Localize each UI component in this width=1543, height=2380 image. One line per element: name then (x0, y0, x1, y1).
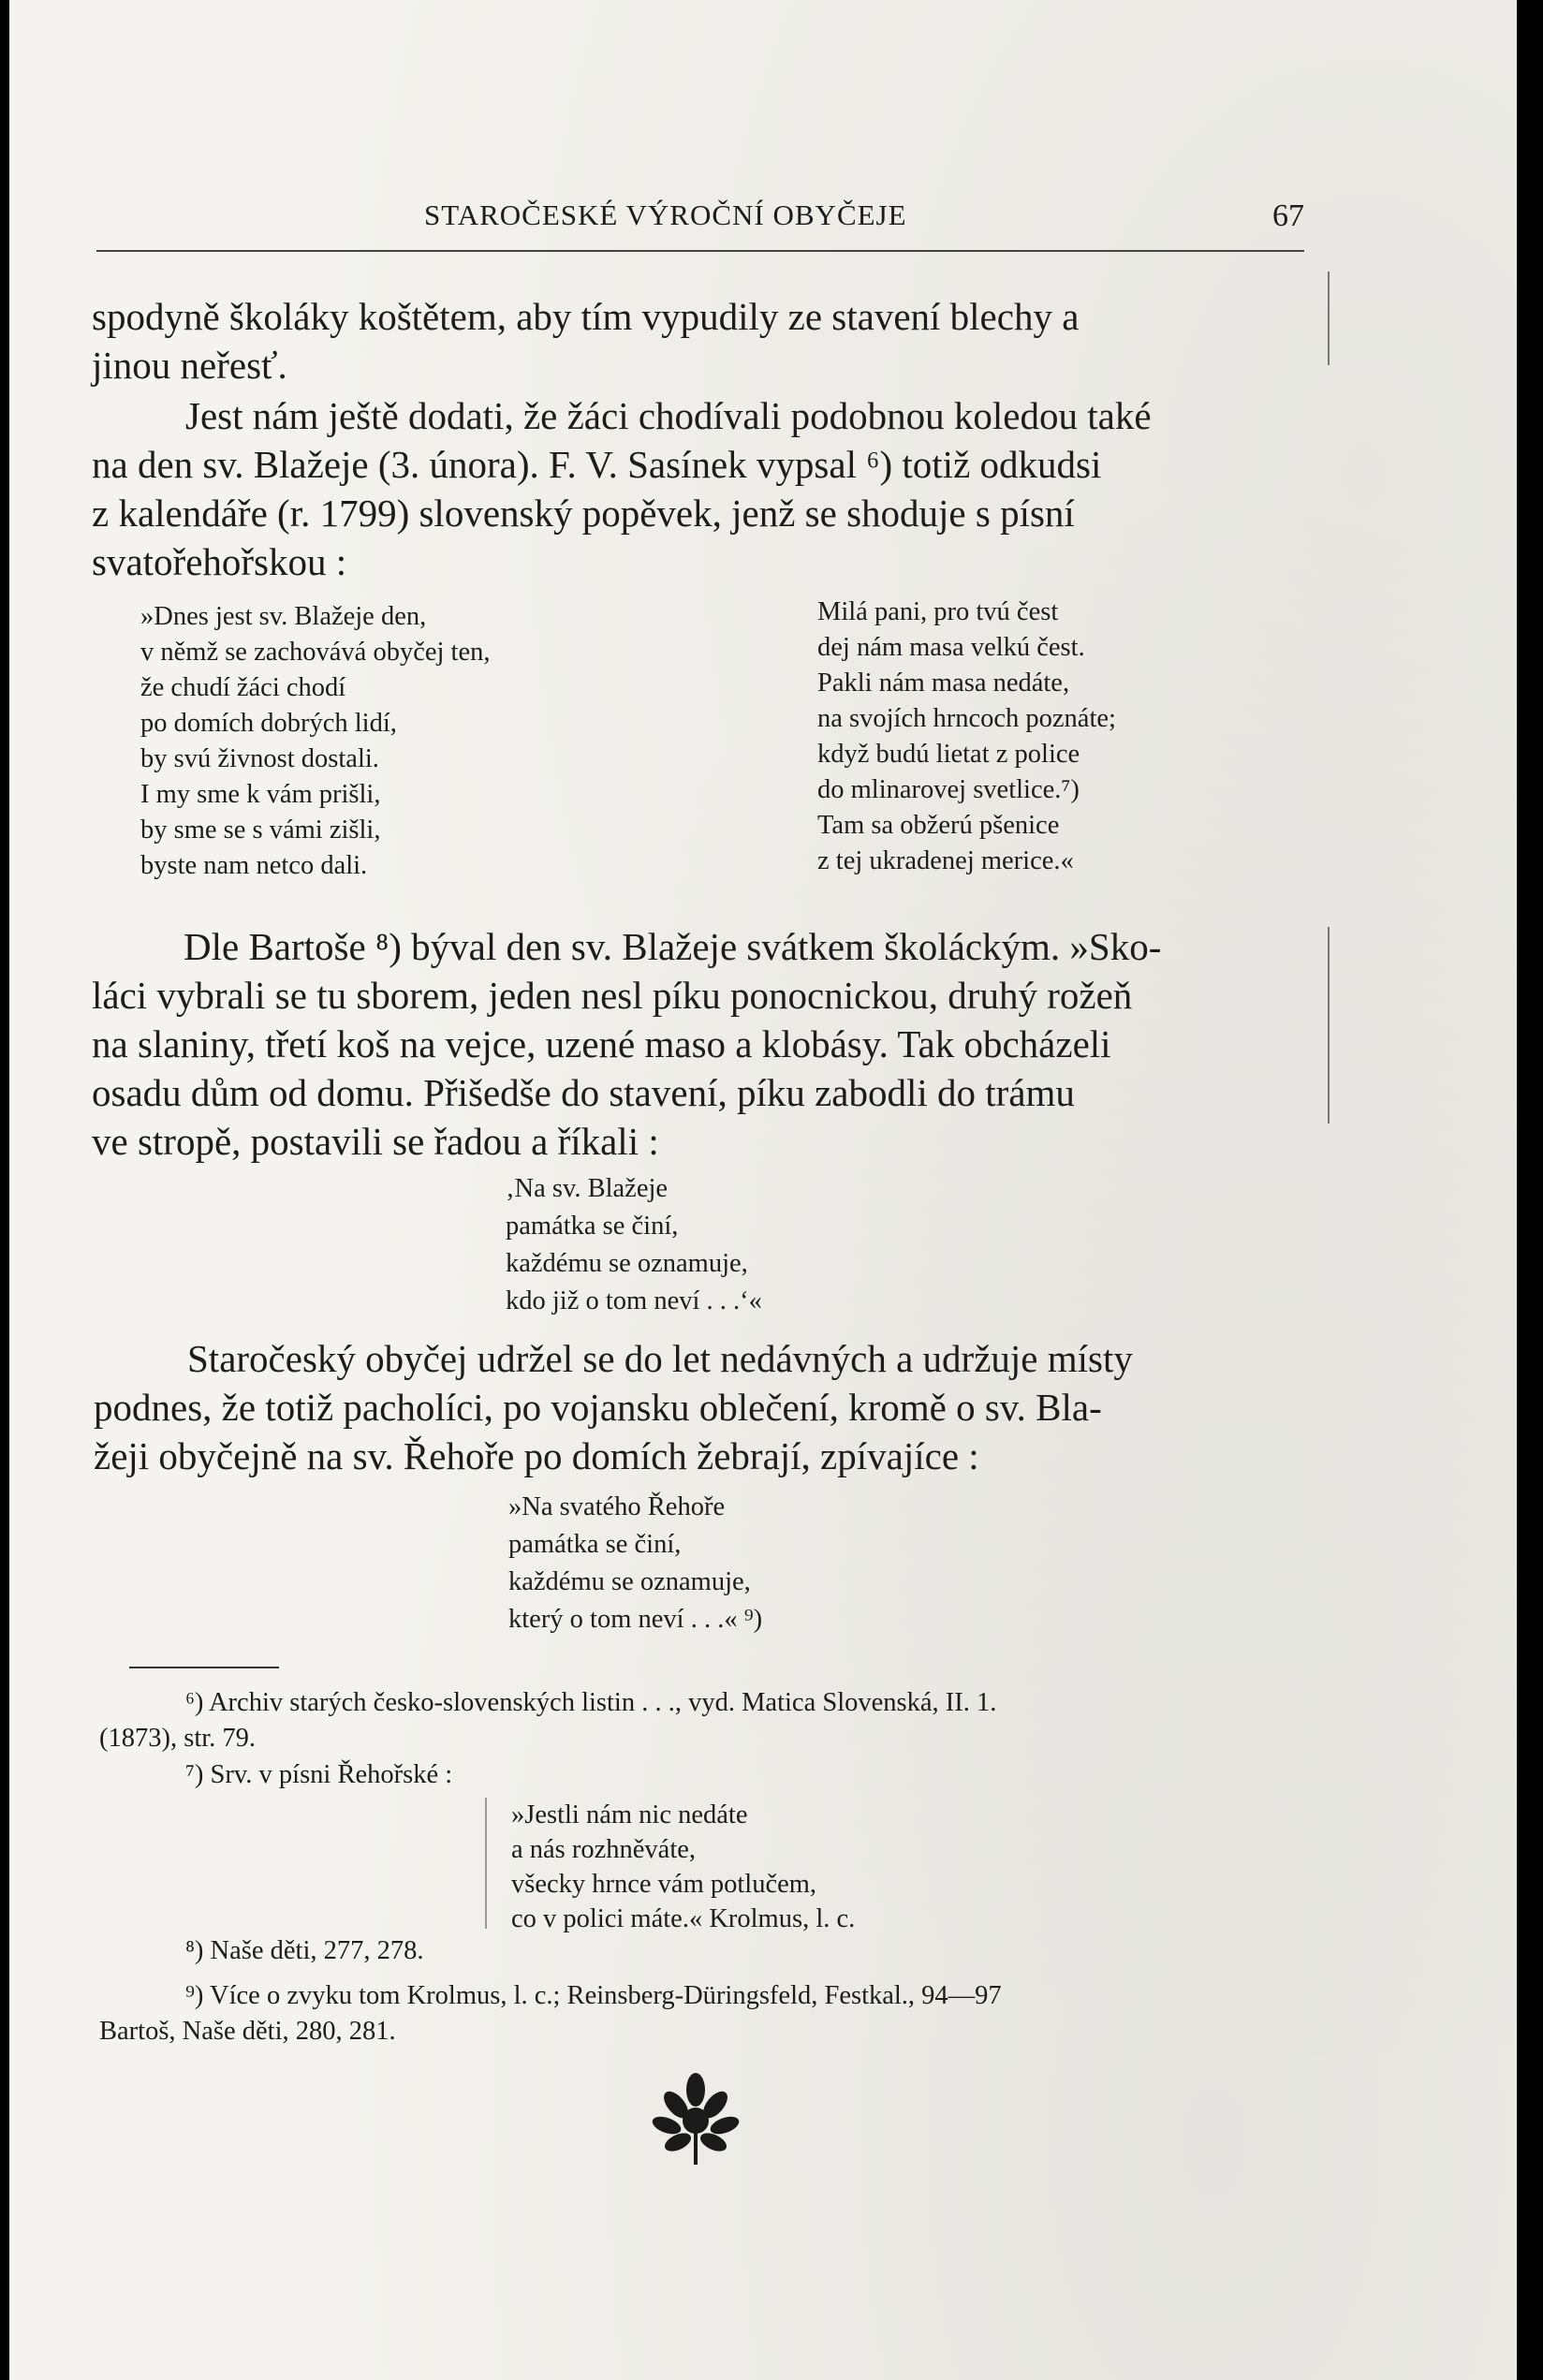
text-line: ve stropě, postavili se řadou a říkali : (92, 1120, 659, 1163)
verse-line: že chudí žáci chodí (140, 673, 346, 702)
verse-line: Tam sa obžerú pšenice (817, 811, 1060, 840)
verse-line: když budú lietat z police (817, 740, 1080, 769)
header-rule (96, 250, 1304, 252)
verse-line: byste nam netco dali. (140, 851, 368, 880)
page-header (96, 198, 1304, 245)
verse-3 (508, 1489, 762, 1638)
verse-line: po domích dobrých lidí, (140, 709, 397, 738)
verse-line: památka se činí, (506, 1212, 679, 1241)
footnote-line: ⁷) Srv. v písni Řehořské : (185, 1760, 453, 1789)
verse-line: co v polici máte.« Krolmus, l. c. (511, 1904, 856, 1933)
text-line: spodyně školáky koštětem, aby tím vypudily ze stavení blechy a (92, 295, 1080, 338)
book-page (7, 0, 1517, 2380)
footnote-line: (1873), str. 79. (99, 1724, 257, 1753)
footnote-rule (129, 1667, 279, 1668)
footnote-line: ⁹) Více o zvyku tom Krolmus, l. c.; Reinsberg-Düringsfeld, Festkal., 94—97 (185, 1981, 1002, 2010)
text-line: na slaniny, třetí koš na vejce, uzené maso a klobásy. Tak obcházeli (92, 1022, 1111, 1065)
verse-left-column (140, 599, 491, 884)
verse-line: Milá pani, pro tvú čest (817, 597, 1059, 626)
page-number: 67 (1272, 198, 1304, 233)
footnote-8 (185, 1933, 424, 1969)
verse-2 (506, 1170, 762, 1320)
verse-line: který o tom neví . . .« ⁹) (508, 1605, 763, 1634)
running-title: STAROČESKÉ VÝROČNÍ OBYČEJE (424, 198, 907, 231)
verse-line: všecky hrnce vám potlučem, (511, 1870, 817, 1899)
footnote-line: Bartoš, Naše děti, 280, 281. (99, 2017, 396, 2046)
verse-line: »Dnes jest sv. Blažeje den, (140, 602, 427, 631)
text-line: svatořehořskou : (92, 540, 347, 583)
verse-line: Pakli nám masa nedáte, (817, 668, 1070, 698)
margin-mark (1328, 272, 1330, 365)
verse-line: z tej ukradenej merice.« (817, 846, 1074, 875)
verse-line: »Jestli nám nic nedáte (511, 1800, 748, 1829)
page-edge (0, 0, 9, 2380)
verse-line: »Na svatého Řehoře (508, 1492, 726, 1521)
verse-line: ‚Na sv. Blažeje (506, 1174, 669, 1203)
verse-line: na svojích hrncoch poznáte; (817, 704, 1116, 733)
footnote-line: ⁶) Archiv starých česko-slovenských listin . . ., vyd. Matica Slovenská, II. 1. (185, 1688, 997, 1717)
text-line: žeji obyčejně na sv. Řehoře po domích žebrají, zpívajíce : (94, 1434, 979, 1477)
text-line: jinou neřesť. (92, 344, 287, 387)
footnote-7 (185, 1757, 452, 1793)
footnote-line: ⁸) Naše děti, 277, 278. (185, 1936, 424, 1965)
footnote-9 (99, 1978, 1002, 2049)
leaf-ornament-icon (644, 2069, 747, 2172)
text-line: Jest nám ještě dodati, že žáci chodívali podobnou koledou také (185, 394, 1152, 437)
text-line: láci vybrali se tu sborem, jeden nesl píku ponocnickou, druhý rožeň (92, 974, 1133, 1017)
text-line: Dle Bartoše ⁸) býval den sv. Blažeje svátkem školáckým. »Sko- (184, 925, 1162, 968)
verse-line: každému se oznamuje, (506, 1249, 748, 1278)
text-line: Staročeský obyčej udržel se do let nedávných a udržuje místy (187, 1337, 1133, 1380)
verse-line: a nás rozhněváte, (511, 1835, 697, 1864)
verse-line: v němž se zachovává obyčej ten, (140, 638, 491, 667)
footnote-7-verse (511, 1798, 855, 1936)
footnote-6 (99, 1685, 996, 1756)
verse-line: do mlinarovej svetlice.⁷) (817, 775, 1080, 804)
verse-line: každému se oznamuje, (508, 1567, 751, 1596)
text-line: na den sv. Blažeje (3. února). F. V. Sasínek vypsal ⁶) totiž odkudsi (92, 443, 1102, 486)
verse-line: by svú živnost dostali. (140, 744, 379, 773)
verse-line: dej nám masa velkú čest. (817, 633, 1085, 662)
text-line: osadu dům od domu. Přišedše do stavení, píku zabodli do trámu (92, 1071, 1075, 1114)
verse-line: památka se činí, (508, 1530, 682, 1559)
verse-line: I my sme k vám prišli, (140, 780, 381, 809)
text-line: podnes, že totiž pacholíci, po vojansku oblečení, kromě o sv. Bla- (94, 1386, 1102, 1429)
margin-mark (1328, 927, 1330, 1124)
text-line: z kalendáře (r. 1799) slovenský popěvek, jenž se shoduje s písní (92, 492, 1075, 535)
verse-line: by sme se s vámi zišli, (140, 815, 381, 845)
verse-right-column (817, 595, 1116, 879)
quote-bar (485, 1798, 487, 1929)
verse-line: kdo již o tom neví . . .‘« (506, 1286, 762, 1315)
